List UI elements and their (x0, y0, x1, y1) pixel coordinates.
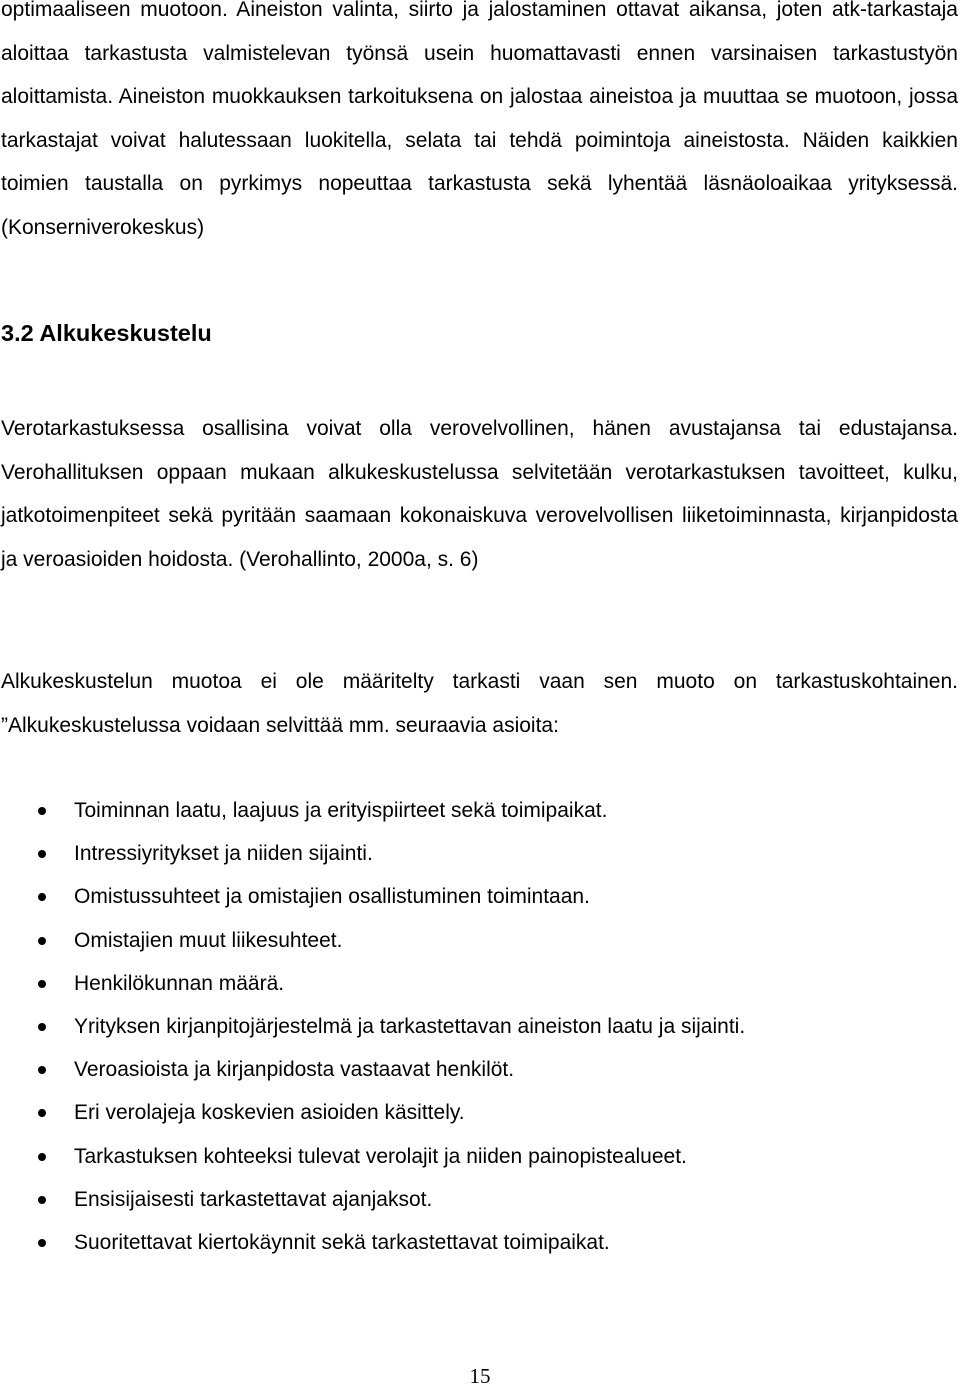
paragraph-section-body: Verotarkastuksessa osallisina voivat olla verovelvollinen, hänen avustajansa tai edustajansa. Verohallituksen oppaan mukaan alkukeskustelussa selvitetään verotarkastuksen tavoitteet, kulku, jatkotoimenpiteet sekä pyritään saamaan kokonaiskuva verovelvollisen liiketoiminnasta, kirjanpidosta ja veroasioiden hoidosta. (Verohallinto, 2000a, s. 6) (1, 417, 958, 571)
paragraph-intro: optimaaliseen muotoon. Aineiston valinta, siirto ja jalostaminen ottavat aikansa, joten atk-tarkastaja aloittaa tarkastusta valmistelevan työnsä usein huomattavasti ennen varsinaisen tarkastustyön aloittamista. Aineiston muokkauksen tarkoituksena on jalostaa aineistoa ja muuttaa se muotoon, jossa tarkastajat voivat halutessaan luokitella, selata tai tehdä poimintoja aineistosta. Näiden kaikkien toimien taustalla on pyrkimys nopeuttaa tarkastusta sekä lyhentää läsnäoloaikaa yrityksessä. (Konserniverokeskus) (1, 0, 958, 239)
list-item-text: Ensisijaisesti tarkastettavat ajanjaksot. (74, 1187, 433, 1211)
section-heading: 3.2 Alkukeskustelu (1, 320, 212, 346)
list-item (0, 1221, 930, 1264)
list-item-text: Eri verolajeja koskevien asioiden käsittely. (74, 1101, 465, 1125)
list-item-text: Omistajien muut liikesuhteet. (74, 928, 343, 952)
bullet-icon (38, 1109, 46, 1117)
bullet-icon (38, 1023, 46, 1031)
list-item (0, 1005, 930, 1048)
bullet-icon (38, 1153, 46, 1161)
list-item-text: Tarkastuksen kohteeksi tulevat verolajit ja niiden painopistealueet. (74, 1144, 687, 1168)
list-item (0, 962, 930, 1005)
bullet-icon (38, 980, 46, 988)
list-item-text: Yrityksen kirjanpitojärjestelmä ja tarkastettavan aineiston laatu ja sijainti. (74, 1014, 746, 1038)
bullet-icon (38, 893, 46, 901)
list-item (0, 1048, 930, 1091)
paragraph-list-intro: Alkukeskustelun muotoa ei ole määritelty tarkasti vaan sen muoto on tarkastuskohtainen. ”Alkukeskustelussa voidaan selvittää mm. seuraavia asioita: (1, 670, 958, 737)
bullet-icon (38, 850, 46, 858)
bullet-icon (38, 1196, 46, 1204)
list-item-text: Suoritettavat kiertokäynnit sekä tarkastettavat toimipaikat. (74, 1230, 610, 1254)
list-item-text: Henkilökunnan määrä. (74, 971, 285, 995)
list-item-text: Intressiyritykset ja niiden sijainti. (74, 842, 373, 866)
bullet-icon (38, 1239, 46, 1247)
list-item (0, 832, 930, 875)
bullet-icon (38, 1066, 46, 1074)
list-item (0, 789, 930, 832)
list-item (0, 1091, 930, 1134)
bullet-icon (38, 807, 46, 815)
list-item (0, 875, 930, 918)
bullet-icon (38, 937, 46, 945)
list-item-text: Omistussuhteet ja omistajien osallistuminen toimintaan. (74, 885, 590, 909)
list-item (0, 1135, 930, 1178)
list-item (0, 1178, 930, 1221)
list-item (0, 919, 930, 962)
bullet-list (0, 789, 930, 1264)
list-item-text: Veroasioista ja kirjanpidosta vastaavat henkilöt. (74, 1058, 515, 1082)
list-item-text: Toiminnan laatu, laajuus ja erityispiirteet sekä toimipaikat. (74, 799, 608, 822)
page-number: 15 (469, 1364, 491, 1388)
